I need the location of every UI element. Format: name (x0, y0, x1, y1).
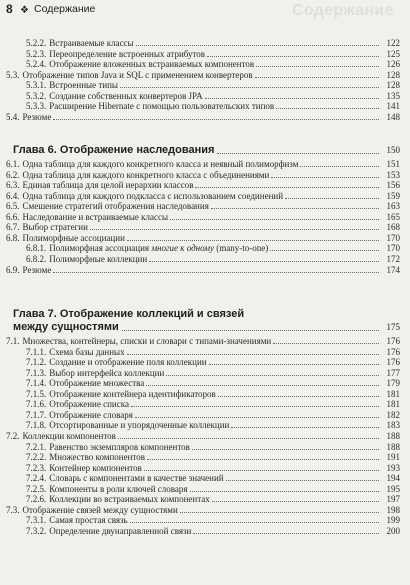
toc-entry-number: 7.3.2. (26, 525, 47, 536)
dot-leader (180, 511, 379, 513)
dot-leader (211, 207, 379, 209)
show-through-title: Содержание (292, 2, 394, 19)
toc-entry[interactable] (6, 431, 400, 441)
toc-entry-page: 128 (386, 69, 400, 80)
toc-entry-number: 7.1. (6, 336, 20, 346)
toc-entry[interactable] (26, 389, 400, 399)
toc-entry-number: 7.1.1. (26, 346, 47, 357)
dot-leader (270, 249, 379, 251)
toc-entry-number: 7.2.1. (26, 441, 47, 452)
chapter-heading[interactable] (13, 144, 400, 157)
toc-entry[interactable] (6, 233, 400, 243)
toc-entry-title: 6.8.1. Полиморфная ассоциация многие к одному (many-to-one) (26, 243, 269, 254)
toc-entry-title: 6.8.2. Полиморфные коллекции (26, 254, 148, 264)
toc-entry-title: 5.3. Отображение типов Java и SQL с применением конвертеров (6, 69, 253, 80)
toc-entry-page: 156 (386, 180, 400, 191)
toc-entry-title: 7.3.1. Самая простая связь (26, 515, 128, 526)
toc-entry[interactable] (26, 368, 400, 378)
toc-entry[interactable] (6, 170, 400, 180)
chapter-page: 175 (386, 322, 400, 332)
toc-entry-page: 199 (386, 515, 400, 526)
dot-leader (195, 186, 379, 188)
toc-entry-page: 174 (386, 264, 400, 275)
toc-entry[interactable] (26, 254, 400, 264)
toc-entry-title: 5.2.4. Отображение вложенных встраиваемых компонентов (26, 59, 255, 70)
toc-entry[interactable] (6, 336, 400, 346)
toc-entry-title: 7.2.5. Компоненты в роли ключей словаря (26, 483, 188, 494)
toc-entry[interactable] (26, 473, 400, 483)
dot-leader (300, 165, 379, 167)
toc-entry-page: 176 (386, 336, 400, 346)
dot-leader (120, 86, 379, 88)
chapter-title-line: Глава 7. Отображение коллекций и связей (13, 308, 245, 320)
toc-entry-number: 7.1.4. (26, 378, 47, 389)
toc-entry-page: 172 (386, 254, 400, 264)
toc-entry-page: 194 (386, 473, 400, 484)
toc-entry[interactable] (26, 494, 400, 504)
toc-entry-page: 179 (386, 378, 400, 389)
toc-entry[interactable] (26, 442, 400, 452)
dot-leader (170, 218, 379, 220)
dot-leader (149, 260, 379, 262)
toc-entry-number: 6.8.1. (26, 243, 47, 254)
dot-leader (127, 239, 379, 241)
chapter-page: 150 (386, 145, 400, 155)
toc-entry[interactable] (26, 399, 400, 409)
dot-leader (135, 416, 379, 418)
toc-entry-page: 151 (386, 159, 400, 169)
toc-entry[interactable] (6, 191, 400, 201)
toc-entry-title: 7.1.1. Схема базы данных (26, 346, 125, 357)
toc-entry-title: 7.1.5. Отображение контейнера идентификаторов (26, 388, 216, 399)
dot-leader (131, 405, 379, 407)
toc-entry-page: 193 (386, 462, 400, 473)
toc-entry-number: 7.1.8. (26, 420, 47, 431)
toc-entry-number: 5.3. (6, 69, 20, 80)
toc-entry[interactable] (26, 357, 400, 367)
toc-entry[interactable] (26, 243, 400, 253)
toc-entry-title: 5.3.1. Встроенные типы (26, 80, 118, 91)
running-title: Содержание (34, 3, 96, 15)
toc-entry[interactable] (26, 49, 400, 59)
toc-entry-page: 163 (386, 201, 400, 212)
dot-leader (193, 532, 379, 534)
toc-entry-page: 188 (386, 441, 400, 452)
toc-entry[interactable] (26, 59, 400, 69)
toc-entry[interactable] (26, 515, 400, 525)
toc-entry-title: 7.2.4. Словарь с компонентами в качестве значений (26, 473, 224, 484)
toc-entry-number: 7.2.6. (26, 494, 47, 505)
toc-entry-title: 7.1.4. Отображение множества (26, 378, 145, 389)
toc-entry-title: 6.6. Наследование и встраиваемые классы (6, 211, 169, 222)
toc-entry-page: 170 (386, 232, 400, 243)
dot-leader (212, 500, 379, 502)
toc-entry[interactable] (26, 484, 400, 494)
toc-entry-number: 7.2. (6, 431, 20, 441)
dot-leader (122, 329, 379, 331)
toc-entry-title: 6.1. Одна таблица для каждого конкретного класса и неявный полиморфизм (6, 159, 299, 169)
toc-entry-page: 168 (386, 222, 400, 233)
toc-entry-number: 6.9. (6, 264, 20, 275)
toc-entry-title: 7.2.3. Контейнер компонентов (26, 462, 142, 473)
toc-entry-page: 122 (386, 38, 400, 48)
dot-leader (146, 384, 379, 386)
dot-leader (53, 118, 379, 120)
dot-leader (130, 521, 379, 523)
toc-entry-page: 170 (386, 243, 400, 254)
toc-entry-number: 6.8.2. (26, 254, 47, 264)
italic-term: многие к одному (151, 243, 215, 254)
toc-entry-number: 6.6. (6, 211, 20, 222)
toc-entry[interactable] (26, 38, 400, 48)
dot-leader (209, 363, 379, 365)
dot-leader (166, 374, 379, 376)
dot-leader (53, 271, 379, 273)
toc-entry-page: 176 (386, 357, 400, 368)
toc-entry-page: 141 (386, 101, 400, 112)
toc-entry-number: 7.1.6. (26, 399, 47, 410)
toc-entry[interactable] (26, 378, 400, 388)
toc-entry-title: 7.1.8. Отсортированные и упорядоченные коллекции (26, 420, 230, 431)
toc-entry-title: 6.3. Единая таблица для целой иерархии классов (6, 180, 194, 191)
page-number: 8 (6, 2, 13, 16)
toc-entry-page: 135 (386, 90, 400, 101)
toc-entry-page: 165 (386, 211, 400, 222)
toc-entry-title: 6.5. Смешение стратегий отображения наследования (6, 201, 209, 212)
toc-entry-title: 5.2.3. Переопределение встроенных атрибутов (26, 48, 206, 59)
toc-entry-title: 7.1.6. Отображение списка (26, 399, 129, 410)
toc-entry-page: 188 (386, 431, 400, 441)
chapter-heading[interactable] (13, 321, 400, 334)
toc-entry-page: 159 (386, 190, 400, 201)
chapter-title: между сущностями (13, 321, 119, 333)
dot-leader (190, 490, 379, 492)
toc-entry-number: 5.3.1. (26, 80, 47, 91)
dot-leader (90, 228, 379, 230)
toc-entry[interactable] (26, 80, 400, 90)
toc-entry-page: 128 (386, 80, 400, 91)
toc-entry-number: 6.8. (6, 232, 20, 243)
toc-entry-page: 181 (386, 399, 400, 410)
dot-leader (118, 437, 379, 439)
toc-entry-title: 7.2.1. Равенство экземпляров компонентов (26, 441, 190, 452)
dot-leader (144, 469, 379, 471)
dot-leader (271, 176, 379, 178)
toc-entry[interactable] (26, 101, 400, 111)
toc-entry-page: 198 (386, 504, 400, 515)
toc-entry-title: 7.1.7. Отображение словаря (26, 409, 133, 420)
toc-entry[interactable] (26, 420, 400, 430)
toc-entry-number: 7.3. (6, 504, 20, 515)
toc-entry-page: 125 (386, 48, 400, 59)
toc-entry[interactable] (26, 410, 400, 420)
toc-entry-number: 7.2.3. (26, 462, 47, 473)
toc-entry-page: 148 (386, 111, 400, 122)
toc-entry-number: 7.2.2. (26, 452, 47, 463)
toc-entry-number: 7.1.5. (26, 388, 47, 399)
toc-entry-title: 7.1.2. Создание и отображение поля коллекции (26, 357, 207, 368)
dot-leader (217, 152, 379, 154)
toc-entry-title: 5.4. Резюме (6, 111, 52, 122)
toc-entry-title: 7.1.3. Выбор интерфейса коллекции (26, 367, 165, 378)
toc-entry-number: 7.2.4. (26, 473, 47, 484)
toc-entry-number: 6.3. (6, 180, 20, 191)
dot-leader (127, 353, 379, 355)
toc-entry[interactable] (6, 201, 400, 211)
toc-entry-number: 5.3.2. (26, 90, 47, 101)
diamond-bullet-icon: ❖ (20, 5, 29, 16)
dot-leader (192, 448, 379, 450)
toc-entry-page: 181 (386, 388, 400, 399)
toc-entry-number: 5.2.4. (26, 59, 47, 70)
toc-entry-number: 7.2.5. (26, 483, 47, 494)
toc-entry-number: 5.3.3. (26, 101, 47, 112)
dot-leader (136, 44, 379, 46)
dot-leader (273, 342, 379, 344)
toc-entry[interactable] (6, 505, 400, 515)
dot-leader (255, 76, 379, 78)
toc-entry[interactable] (6, 112, 400, 122)
toc-entry-title: 7.2. Коллекции компонентов (6, 431, 116, 441)
toc-entry[interactable] (6, 70, 400, 80)
dot-leader (285, 197, 379, 199)
toc-entry-number: 6.1. (6, 159, 20, 169)
toc-entry-title: 7.2.2. Множество компонентов (26, 452, 145, 463)
toc-entry-title: 6.7. Выбор стратегии (6, 222, 88, 233)
toc-entry-page: 153 (386, 169, 400, 180)
toc-entry[interactable] (6, 159, 400, 169)
toc-entry-page: 177 (386, 367, 400, 378)
toc-entry-number: 6.7. (6, 222, 20, 233)
toc-entry-title: 6.4. Одна таблица для каждого подкласса с использованием соединений (6, 190, 284, 201)
toc-entry-number: 7.1.7. (26, 409, 47, 420)
toc-entry-title: 6.8. Полиморфные ассоциации (6, 232, 125, 243)
toc-entry-title: 7.3.2. Определение двунаправленной связи (26, 525, 192, 536)
dot-leader (147, 458, 379, 460)
toc-entry-number: 7.3.1. (26, 515, 47, 526)
toc-entry[interactable] (26, 463, 400, 473)
toc-entry-title: 7.2.6. Коллекции во встраиваемых компонентах (26, 494, 210, 505)
toc-entry-number: 5.4. (6, 111, 20, 122)
dot-leader (205, 97, 379, 99)
dot-leader (231, 426, 379, 428)
toc-entry[interactable] (6, 212, 400, 222)
toc-entry-title: 5.3.3. Расширение Hibernate с помощью пользовательских типов (26, 101, 275, 112)
toc-entry-number: 5.2.2. (26, 38, 47, 48)
toc-entry-number: 6.4. (6, 190, 20, 201)
toc-entry-page: 195 (386, 483, 400, 494)
toc-entry[interactable] (6, 180, 400, 190)
dot-leader (207, 55, 379, 57)
toc-entry[interactable] (26, 91, 400, 101)
toc-entry-title: 5.2.2. Встраиваемые классы (26, 38, 134, 48)
toc-entry-number: 6.2. (6, 169, 20, 180)
dot-leader (226, 479, 379, 481)
toc-entry-number: 5.2.3. (26, 48, 47, 59)
toc-entry-number: 7.1.3. (26, 367, 47, 378)
toc-entry-title: 7.3. Отображение связей между сущностями (6, 504, 178, 515)
toc-entry[interactable] (6, 265, 400, 275)
toc-entry-page: 200 (386, 525, 400, 536)
toc-entry[interactable] (26, 347, 400, 357)
toc-entry[interactable] (26, 452, 400, 462)
toc-entry-page: 126 (386, 59, 400, 70)
dot-leader (276, 107, 379, 109)
toc-entry-page: 191 (386, 452, 400, 463)
toc-entry[interactable] (6, 222, 400, 232)
toc-entry-title: 5.3.2. Создание собственных конвертеров JPA (26, 90, 203, 101)
toc-entry-page: 176 (386, 346, 400, 357)
toc-entry-page: 183 (386, 420, 400, 431)
toc-entry-title: 6.9. Резюме (6, 264, 52, 275)
toc-entry-page: 182 (386, 409, 400, 420)
chapter-title: Глава 6. Отображение наследования (13, 144, 215, 156)
toc-entry[interactable] (26, 526, 400, 536)
toc-entry-page: 197 (386, 494, 400, 505)
toc-entry-title: 7.1. Множества, контейнеры, списки и словари с типами-значениями (6, 336, 272, 346)
toc-entry-title: 6.2. Одна таблица для каждого конкретного класса с объединениями (6, 169, 270, 180)
toc-entry-number: 7.1.2. (26, 357, 47, 368)
dot-leader (256, 65, 379, 67)
toc-entry-number: 6.5. (6, 201, 20, 212)
dot-leader (218, 395, 379, 397)
